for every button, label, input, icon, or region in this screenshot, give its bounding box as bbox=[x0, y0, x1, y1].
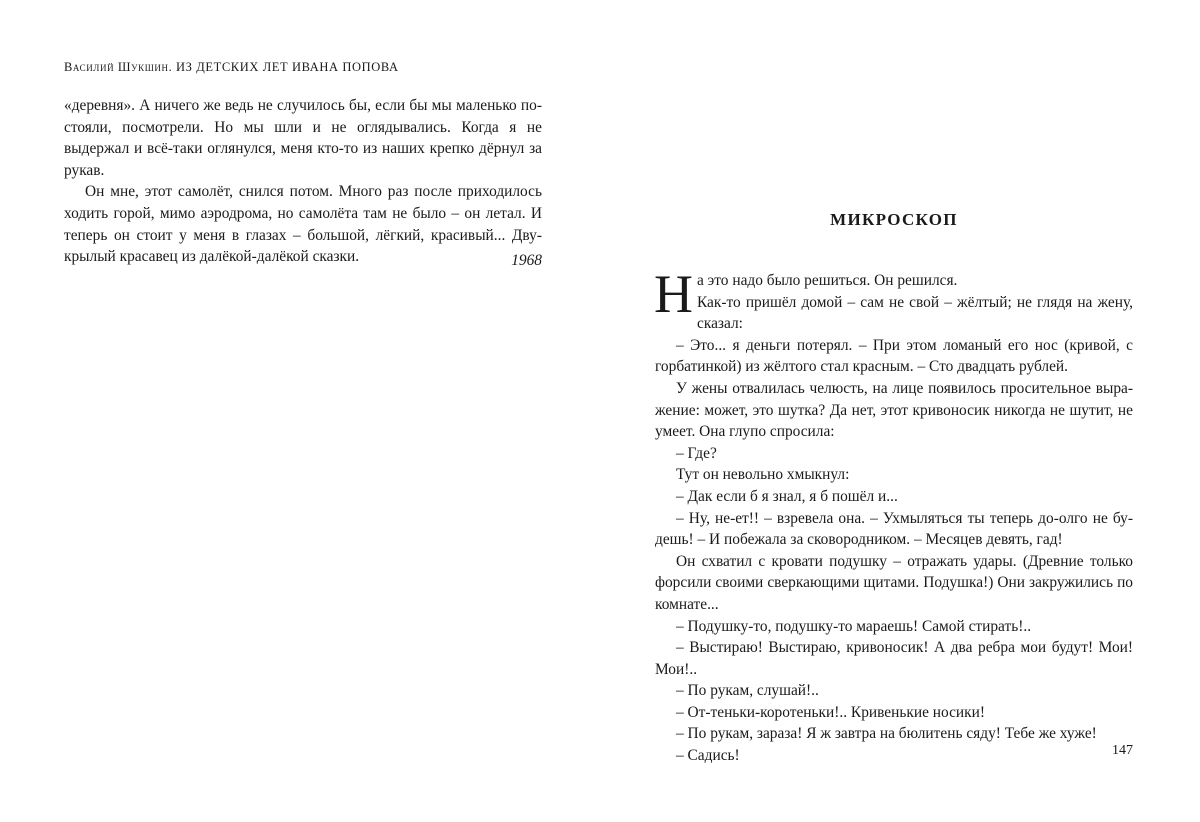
story-date: 1968 bbox=[511, 252, 542, 269]
left-body-text bbox=[64, 95, 542, 268]
running-head-author: Василий Шукшин. bbox=[64, 60, 173, 74]
paragraph: Он мне, этот самолёт, снился потом. Много раз после приходилось ходить горой, мимо аэродрома, но самолёта там не было – он летал. И теперь он стоит у меня в глазах – большой, лёгкий, красивый... Двукрылый красавец из далёкой-далёкой сказки. bbox=[64, 183, 542, 266]
story-title: МИКРОСКОП bbox=[830, 210, 958, 229]
right-body-text bbox=[654, 264, 1133, 767]
paragraph: – По рукам, слушай!.. bbox=[676, 682, 819, 700]
running-head-title: ИЗ ДЕТСКИХ ЛЕТ ИВАНА ПОПОВА bbox=[176, 60, 399, 74]
paragraph: Тут он невольно хмыкнул: bbox=[676, 466, 850, 484]
first-paragraph-text: а это надо было решиться. Он решился. bbox=[697, 272, 958, 289]
paragraph: «деревня». А ничего же ведь не случилось бы, если бы мы маленько постояли, посмотрели. Но мы шли и не оглядывались. Когда я не выдержал и всё-таки оглянулся, меня кто-то из наших крепко дёрнул за рукав. bbox=[64, 97, 542, 179]
page-number: 147 bbox=[1112, 743, 1133, 758]
drop-cap: Н bbox=[654, 264, 693, 324]
paragraph: – Это... я деньги потерял. – При этом ломаный его нос (кривой, с горбатинкой) из жёлтого стал красным. – Сто двадцать рублей. bbox=[655, 336, 1133, 376]
paragraph: – Ну, не-ет!! – взревела она. – Ухмыляться ты теперь до-олго не будешь! – И побежала за сковородником. – Месяцев девять, гад! bbox=[655, 509, 1133, 549]
paragraph: – От-теньки-коротеньки!.. Кривенькие носики! bbox=[676, 703, 986, 721]
running-head bbox=[64, 60, 399, 75]
paragraph: – Дак если б я знал, я б пошёл и... bbox=[676, 487, 898, 505]
paragraph: – По рукам, зараза! Я ж завтра на бюлитень сяду! Тебе же хуже! bbox=[676, 725, 1097, 743]
paragraph: Как-то пришёл домой – сам не свой – жёлтый; не глядя на жену, сказал: bbox=[697, 293, 1133, 333]
paragraph: – Подушку-то, подушку-то мараешь! Самой стирать!.. bbox=[676, 617, 1032, 635]
paragraph: – Выстираю! Выстираю, кривоносик! А два ребра мои будут! Мои! Мои!.. bbox=[655, 639, 1133, 678]
paragraph: – Садись! bbox=[676, 747, 740, 765]
paragraph: У жены отвалилась челюсть, на лице появилось просительное выражение: может, это шутка? Да нет, этот кривоносик никогда не шутит, не умеет. Она глупо спросила: bbox=[655, 379, 1133, 441]
paragraph: – Где? bbox=[676, 444, 717, 462]
paragraph: Он схватил с кровати подушку – отражать удары. (Древние только форсили своими сверкающими щитами. Подушка!) Они закружились по комнате... bbox=[655, 552, 1133, 613]
